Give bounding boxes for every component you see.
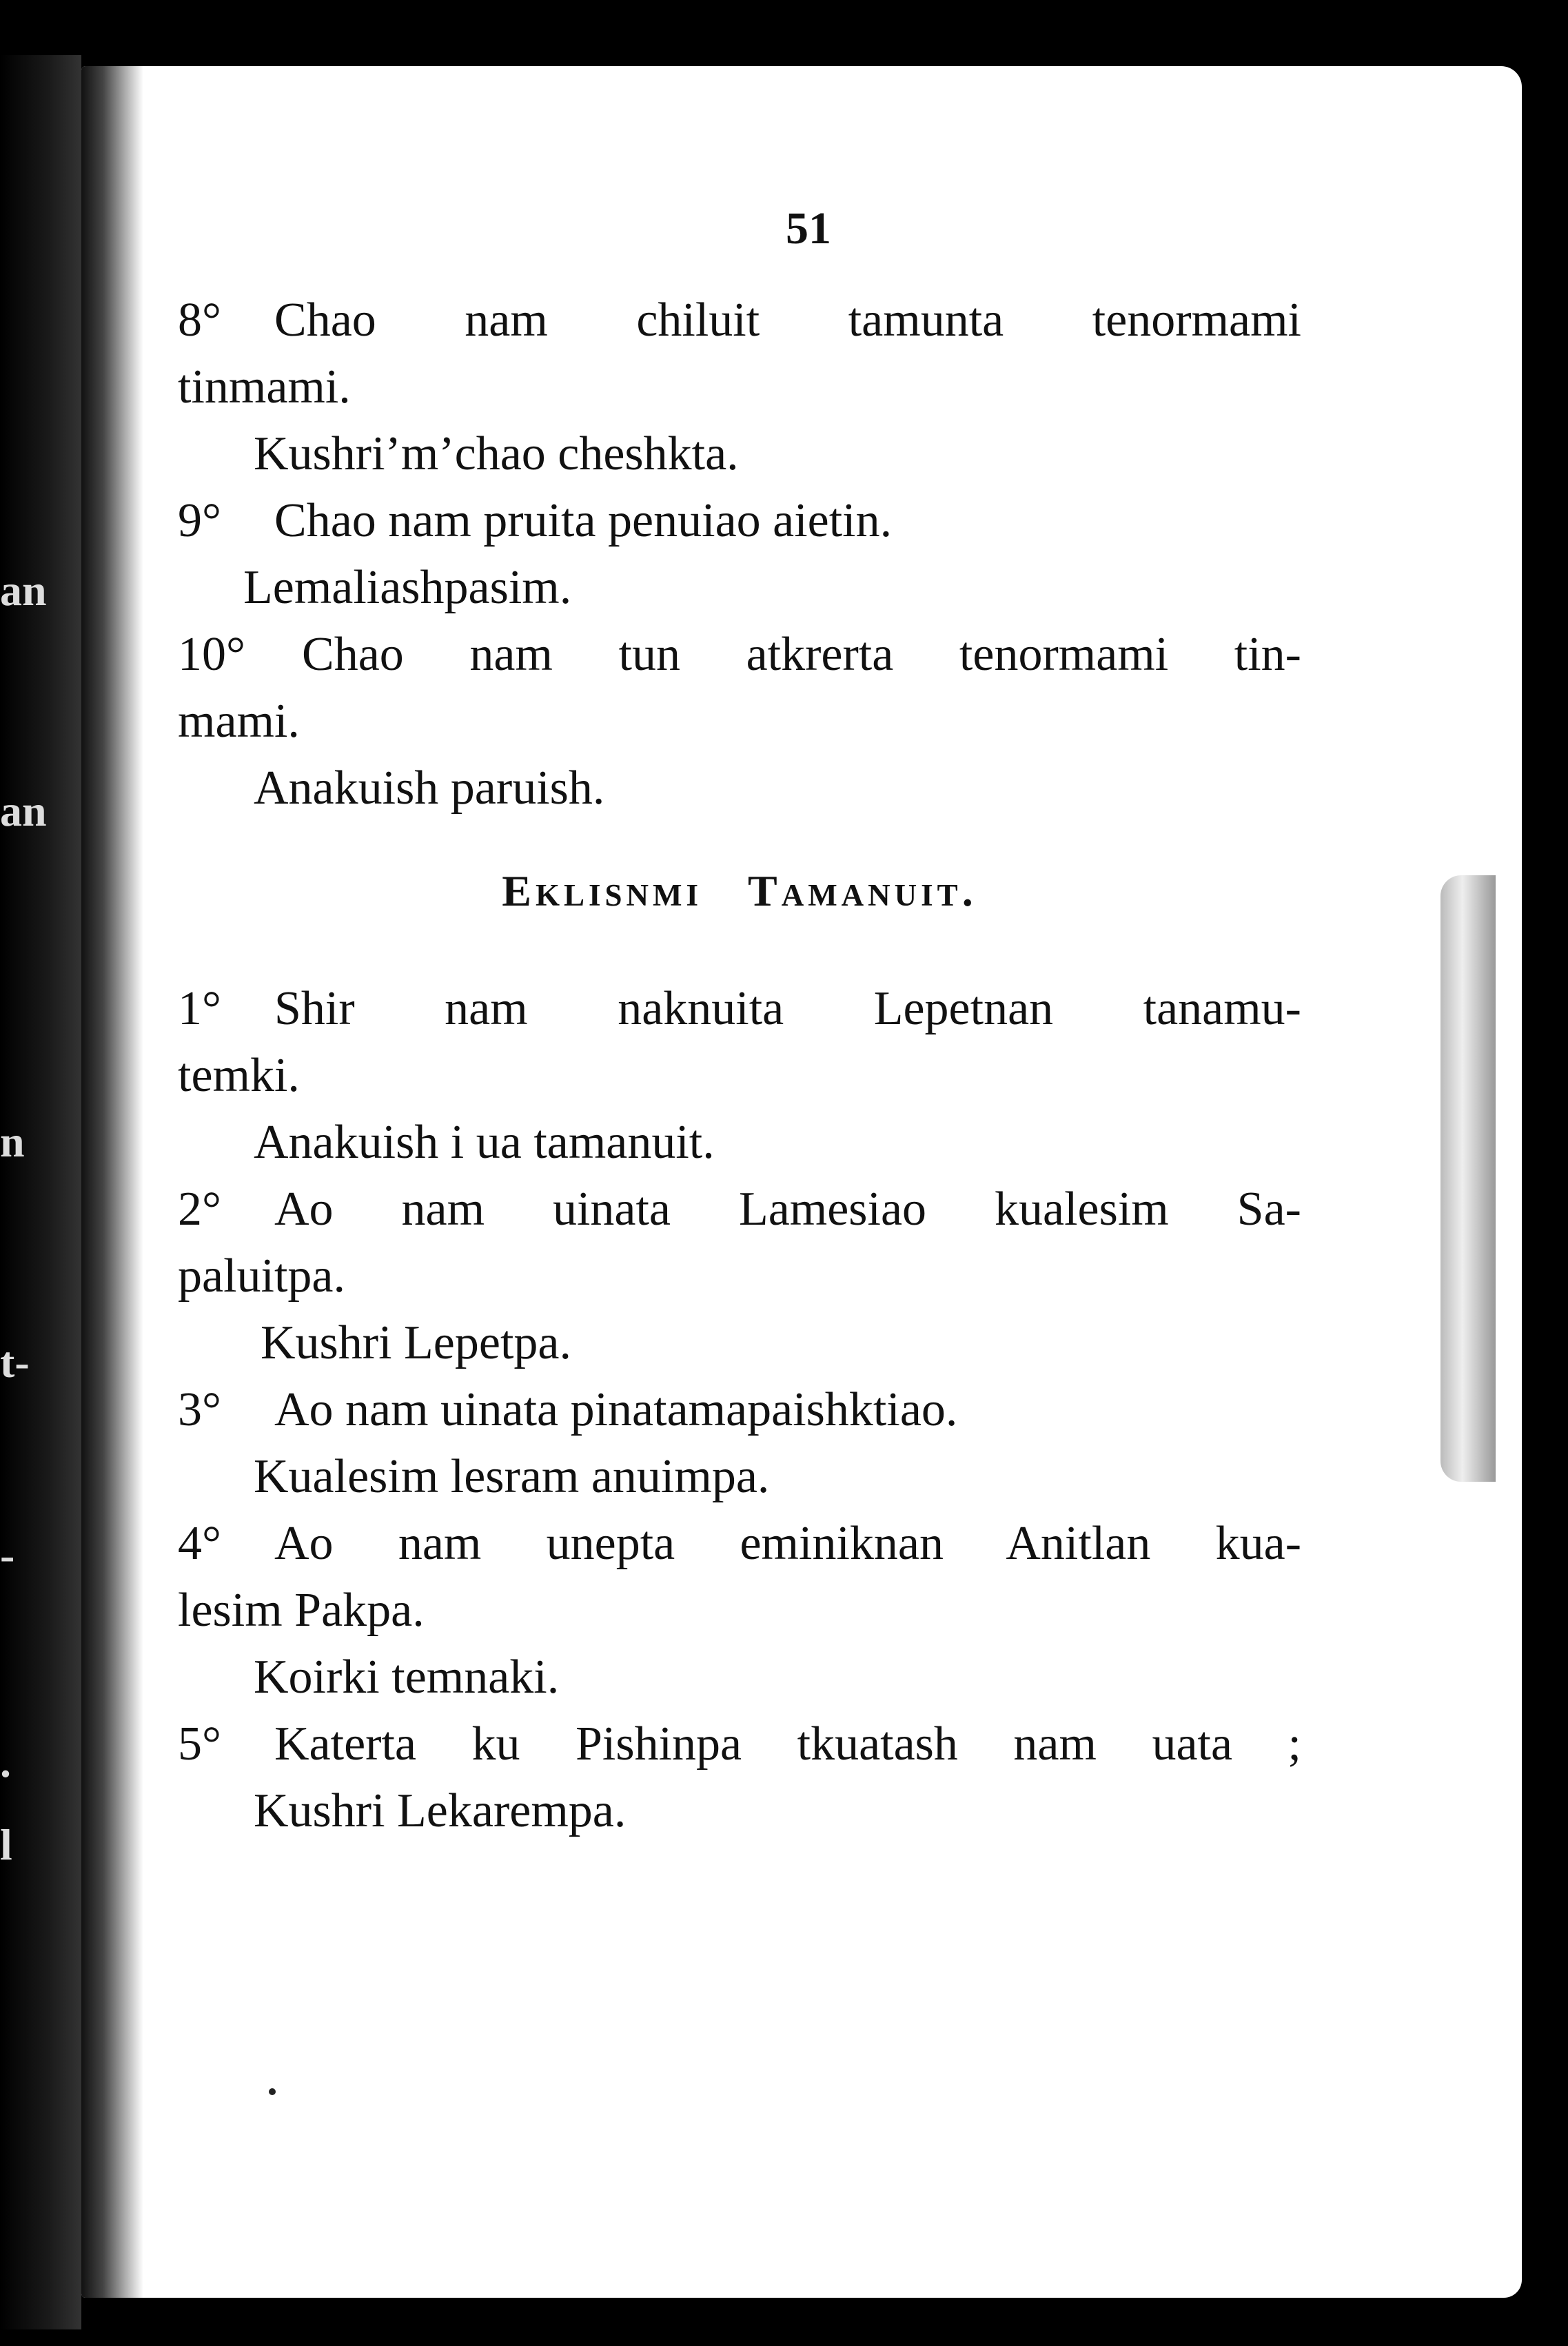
question-text: Ao nam unepta eminiknan Anitlan kua- [274, 1517, 1301, 1570]
question-continuation: temki. [178, 1049, 300, 1102]
next-page-edge [1440, 875, 1496, 1482]
heading-word: Tamanuit. [748, 866, 977, 915]
question-text: Ao nam uinata pinatamapaishktiao. [274, 1383, 958, 1436]
facing-page-text: - [0, 1531, 15, 1580]
entry-number: 9° [178, 494, 221, 547]
page-number: 51 [786, 203, 831, 254]
entry-number: 2° [178, 1183, 221, 1236]
answer-line: Anakuish i ua tamanuit. [254, 1116, 715, 1169]
entry-number: 1° [178, 982, 221, 1035]
page-gutter [81, 66, 143, 2298]
question-line [178, 1711, 1301, 1777]
answer-line: Koirki temnaki. [254, 1651, 560, 1704]
catechism-entry [178, 621, 1301, 822]
catechism-entry [178, 487, 1301, 621]
catechism-entry [178, 975, 1301, 1176]
section-heading [178, 857, 1301, 924]
question-line [178, 1376, 1301, 1443]
entry-number: 8° [178, 294, 221, 347]
entry-number: 5° [178, 1717, 221, 1771]
question-text: Chao nam chiluit tamunta tenormami [274, 294, 1301, 347]
speck-mark [269, 2088, 276, 2095]
answer-line: Lemaliashpasim. [243, 561, 572, 614]
facing-page-text: n [0, 1117, 25, 1166]
facing-page-text: . [0, 1737, 11, 1786]
facing-page-text: t- [0, 1338, 30, 1387]
catechism-entry [178, 287, 1301, 487]
question-text: Chao nam pruita penuiao aietin. [274, 494, 893, 547]
question-line [178, 621, 1301, 688]
question-text: Shir nam naknuita Lepetnan tanamu- [274, 982, 1301, 1035]
entry-number: 4° [178, 1517, 221, 1570]
question-line [178, 975, 1301, 1042]
question-continuation: paluitpa. [178, 1250, 345, 1303]
question-line [178, 1176, 1301, 1243]
question-line [178, 487, 1301, 554]
answer-line: Kushri Lepetpa. [261, 1316, 571, 1369]
answer-line: Anakuish paruish. [254, 762, 605, 815]
answer-line: Kualesim lesram anuimpa. [254, 1450, 770, 1503]
facing-page-text: an [0, 786, 47, 835]
page-body [178, 287, 1301, 1844]
heading-word: Eklisnmi [502, 866, 703, 915]
answer-line: Kushri Lekarempa. [254, 1784, 627, 1837]
book-page [81, 66, 1522, 2298]
question-continuation: tinmami. [178, 360, 351, 414]
catechism-entry [178, 1176, 1301, 1376]
catechism-entry [178, 1510, 1301, 1711]
question-text: Katerta ku Pishinpa tkuatash nam uata ; [274, 1717, 1301, 1771]
catechism-entry [178, 1376, 1301, 1510]
question-line [178, 1510, 1301, 1577]
entry-number: 10° [178, 628, 245, 681]
entry-number: 3° [178, 1383, 221, 1436]
question-continuation: lesim Pakpa. [178, 1584, 425, 1637]
answer-line: Kushri’m’chao cheshkta. [254, 427, 739, 480]
question-continuation: mami. [178, 695, 300, 748]
question-line [178, 287, 1301, 354]
facing-page-fragment [0, 55, 81, 2329]
facing-page-text: l [0, 1820, 12, 1869]
question-text: Chao nam tun atkrerta tenormami tin- [302, 628, 1301, 681]
catechism-entry [178, 1711, 1301, 1844]
facing-page-text: an [0, 566, 47, 615]
question-text: Ao nam uinata Lamesiao kualesim Sa- [274, 1183, 1301, 1236]
